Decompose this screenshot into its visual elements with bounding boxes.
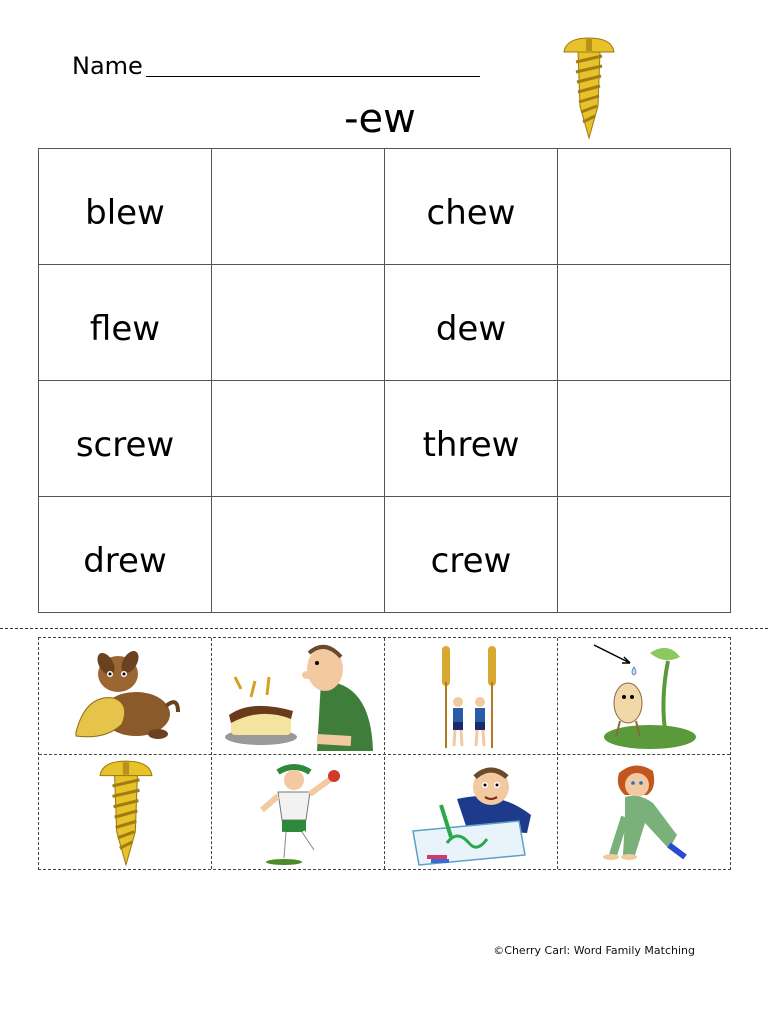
answer-cell[interactable] bbox=[212, 497, 385, 613]
footer-credit: ©Cherry Carl: Word Family Matching bbox=[493, 944, 695, 957]
table-row bbox=[39, 265, 731, 381]
pitcher-threw-icon bbox=[254, 758, 344, 868]
word-cell: crew bbox=[385, 497, 558, 613]
name-label: Name bbox=[72, 52, 143, 80]
answer-cell[interactable] bbox=[212, 265, 385, 381]
picture-card[interactable] bbox=[39, 755, 212, 871]
word-cell: screw bbox=[39, 381, 212, 497]
word-cell: chew bbox=[385, 149, 558, 265]
dew-drop-plant-icon bbox=[590, 641, 700, 751]
table-row bbox=[39, 497, 731, 613]
picture-card[interactable] bbox=[385, 638, 558, 754]
name-line[interactable] bbox=[146, 76, 480, 77]
word-cell: flew bbox=[39, 265, 212, 381]
kneeling-girl-icon bbox=[595, 759, 695, 867]
dog-chewing-shoe-icon bbox=[66, 644, 186, 748]
picture-card[interactable] bbox=[558, 638, 731, 754]
answer-cell[interactable] bbox=[558, 497, 731, 613]
picture-cards bbox=[38, 637, 731, 870]
picture-card[interactable] bbox=[212, 638, 385, 754]
answer-cell[interactable] bbox=[558, 381, 731, 497]
word-cell: blew bbox=[39, 149, 212, 265]
rowing-crew-icon bbox=[432, 642, 512, 750]
answer-cell[interactable] bbox=[558, 149, 731, 265]
word-cell: dew bbox=[385, 265, 558, 381]
cut-line bbox=[0, 628, 768, 629]
picture-card[interactable] bbox=[558, 755, 731, 871]
answer-cell[interactable] bbox=[212, 149, 385, 265]
table-row bbox=[39, 149, 731, 265]
man-blowing-cake-icon bbox=[221, 641, 377, 751]
answer-cell[interactable] bbox=[558, 265, 731, 381]
boy-drawing-icon bbox=[407, 759, 537, 867]
picture-card[interactable] bbox=[39, 638, 212, 754]
picture-card[interactable] bbox=[385, 755, 558, 871]
table-row bbox=[39, 381, 731, 497]
word-grid bbox=[38, 148, 731, 613]
page-title: -ew bbox=[344, 96, 416, 142]
word-cell: threw bbox=[385, 381, 558, 497]
answer-cell[interactable] bbox=[212, 381, 385, 497]
picture-card[interactable] bbox=[212, 755, 385, 871]
word-cell: drew bbox=[39, 497, 212, 613]
screw-icon bbox=[98, 758, 154, 868]
